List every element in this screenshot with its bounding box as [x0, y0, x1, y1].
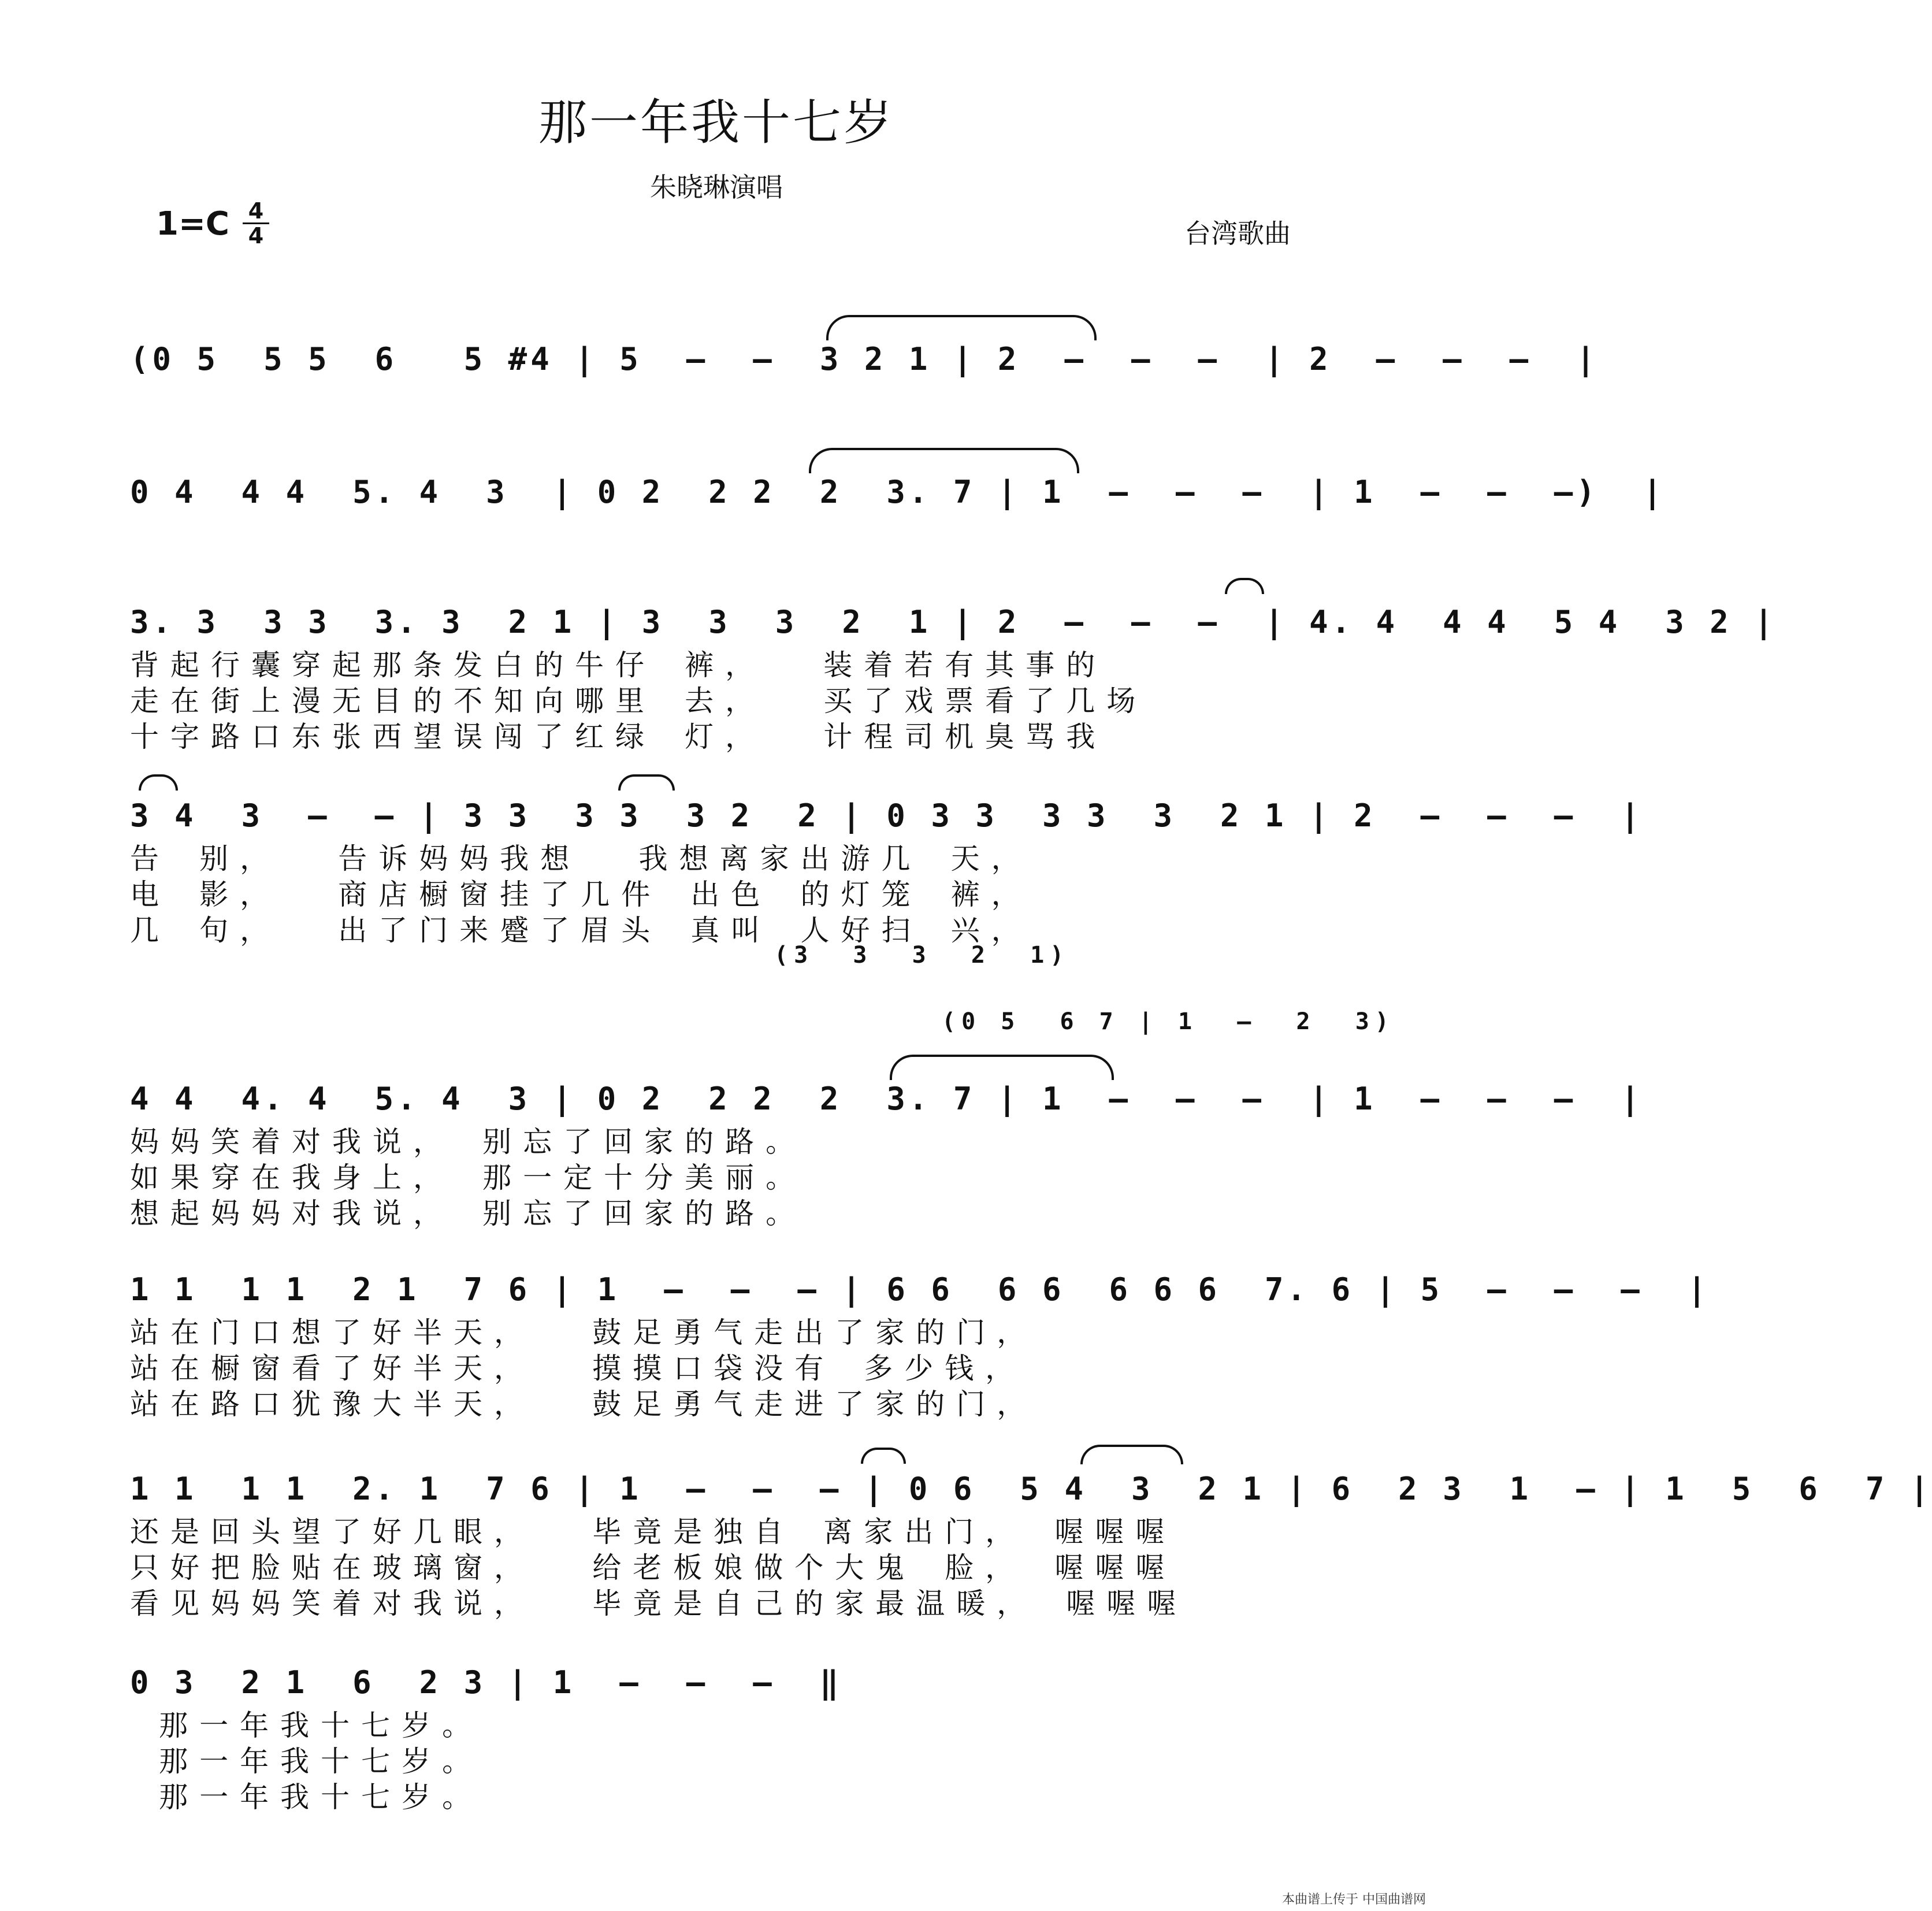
lyric-verse-2: 站在橱窗看了好半天， 摸摸口袋没有 多少钱， — [130, 1352, 1026, 1385]
tie — [809, 448, 1079, 473]
tie — [890, 1055, 1114, 1080]
lyric-verse-3: 站在路口犹豫大半天， 鼓足勇气走进了家的门， — [130, 1387, 1038, 1421]
lyric-verse-2: 如果穿在我身上， 那一定十分美丽。 — [130, 1161, 807, 1194]
score-line-8: 0 3 2 1 6 2 3 | 1 – – – ‖ — [130, 1664, 842, 1701]
time-signature — [243, 199, 269, 247]
score-line-3: 3. 3 3 3 3. 3 2 1 | 3 3 3 2 1 | 2 – – – | 4. 4 4 4 5 4 3 2 | — [130, 604, 1777, 640]
alternate-melody: (3 3 3 2 1) — [774, 942, 1070, 969]
score-line-4: 3 4 3 – – | 3 3 3 3 3 2 2 | 0 3 3 3 3 3 2 1 | 2 – – – | — [130, 797, 1643, 834]
time-signature-top: 4 — [248, 198, 264, 224]
lyric-verse-1: 那一年我十七岁。 — [130, 1709, 483, 1742]
lyric-verse-3: 那一年我十七岁。 — [130, 1780, 483, 1814]
score-line-6: 1 1 1 1 2 1 7 6 | 1 – – – | 6 6 6 6 6 6 6 7. 6 | 5 – – – | — [130, 1271, 1710, 1308]
score-line-2: 0 4 4 4 5. 4 3 | 0 2 2 2 2 3. 7 | 1 – – – | 1 – – –) | — [130, 474, 1666, 510]
song-title: 那一年我十七岁 — [538, 94, 894, 151]
song-origin: 台湾歌曲 — [1184, 218, 1291, 249]
score-line-1: (0 5 5 5 6 5 #4 | 5 – – 3 2 1 | 2 – – – | 2 – – – | — [130, 341, 1599, 377]
lyric-verse-3: 想起妈妈对我说， 别忘了回家的路。 — [130, 1197, 807, 1230]
score-line-5: 4 4 4. 4 5. 4 3 | 0 2 2 2 2 3. 7 | 1 – – – | 1 – – – | — [130, 1081, 1643, 1117]
tie — [618, 774, 675, 791]
singer-credit: 朱晓琳演唱 — [650, 172, 783, 203]
tie — [1225, 578, 1264, 594]
interlude-melody: (0 5 6 7 | 1 – 2 3) — [942, 1008, 1395, 1035]
lyric-verse-3: 十字路口东张西望误闯了红绿 灯， 计程司机臭骂我 — [130, 720, 1107, 754]
lyric-verse-1: 背起行囊穿起那条发白的牛仔 裤， 装着若有其事的 — [130, 648, 1107, 682]
lyric-verse-3: 看见妈妈笑着对我说， 毕竟是自己的家最温暖， 喔喔喔 — [130, 1587, 1188, 1620]
lyric-verse-2: 电 影， 商店橱窗挂了几件 出色 的灯笼 裤， — [130, 878, 1032, 911]
lyric-verse-1: 告 别， 告诉妈妈我想 我想离家出游几 天， — [130, 842, 1032, 875]
lyric-verse-3: 几 句， 出了门来蹙了眉头 真叫 人好扫 兴， — [130, 914, 1032, 947]
lyric-verse-2: 那一年我十七岁。 — [130, 1745, 483, 1778]
lyric-verse-1: 站在门口想了好半天， 鼓足勇气走出了家的门， — [130, 1316, 1038, 1349]
tie — [826, 315, 1097, 340]
time-signature-bottom: 4 — [243, 222, 269, 247]
lyric-verse-2: 只好把脸贴在玻璃窗， 给老板娘做个大鬼 脸， 喔喔喔 — [130, 1551, 1176, 1585]
footer-watermark: 本曲谱上传于 中国曲谱网 — [1282, 1893, 1426, 1907]
lyric-verse-2: 走在街上漫无目的不知向哪里 去， 买了戏票看了几场 — [130, 684, 1147, 718]
lyric-verse-1: 还是回头望了好几眼， 毕竟是独自 离家出门， 喔喔喔 — [130, 1515, 1176, 1549]
tie — [1080, 1445, 1183, 1464]
tie — [861, 1448, 906, 1464]
key-signature: 1=C — [156, 205, 229, 243]
score-line-7: 1 1 1 1 2. 1 7 6 | 1 – – – | 0 6 5 4 3 2 1 | 6 2 3 1 – | 1 5 6 7 | — [130, 1471, 1932, 1507]
tie — [139, 774, 178, 791]
lyric-verse-1: 妈妈笑着对我说， 别忘了回家的路。 — [130, 1125, 807, 1159]
